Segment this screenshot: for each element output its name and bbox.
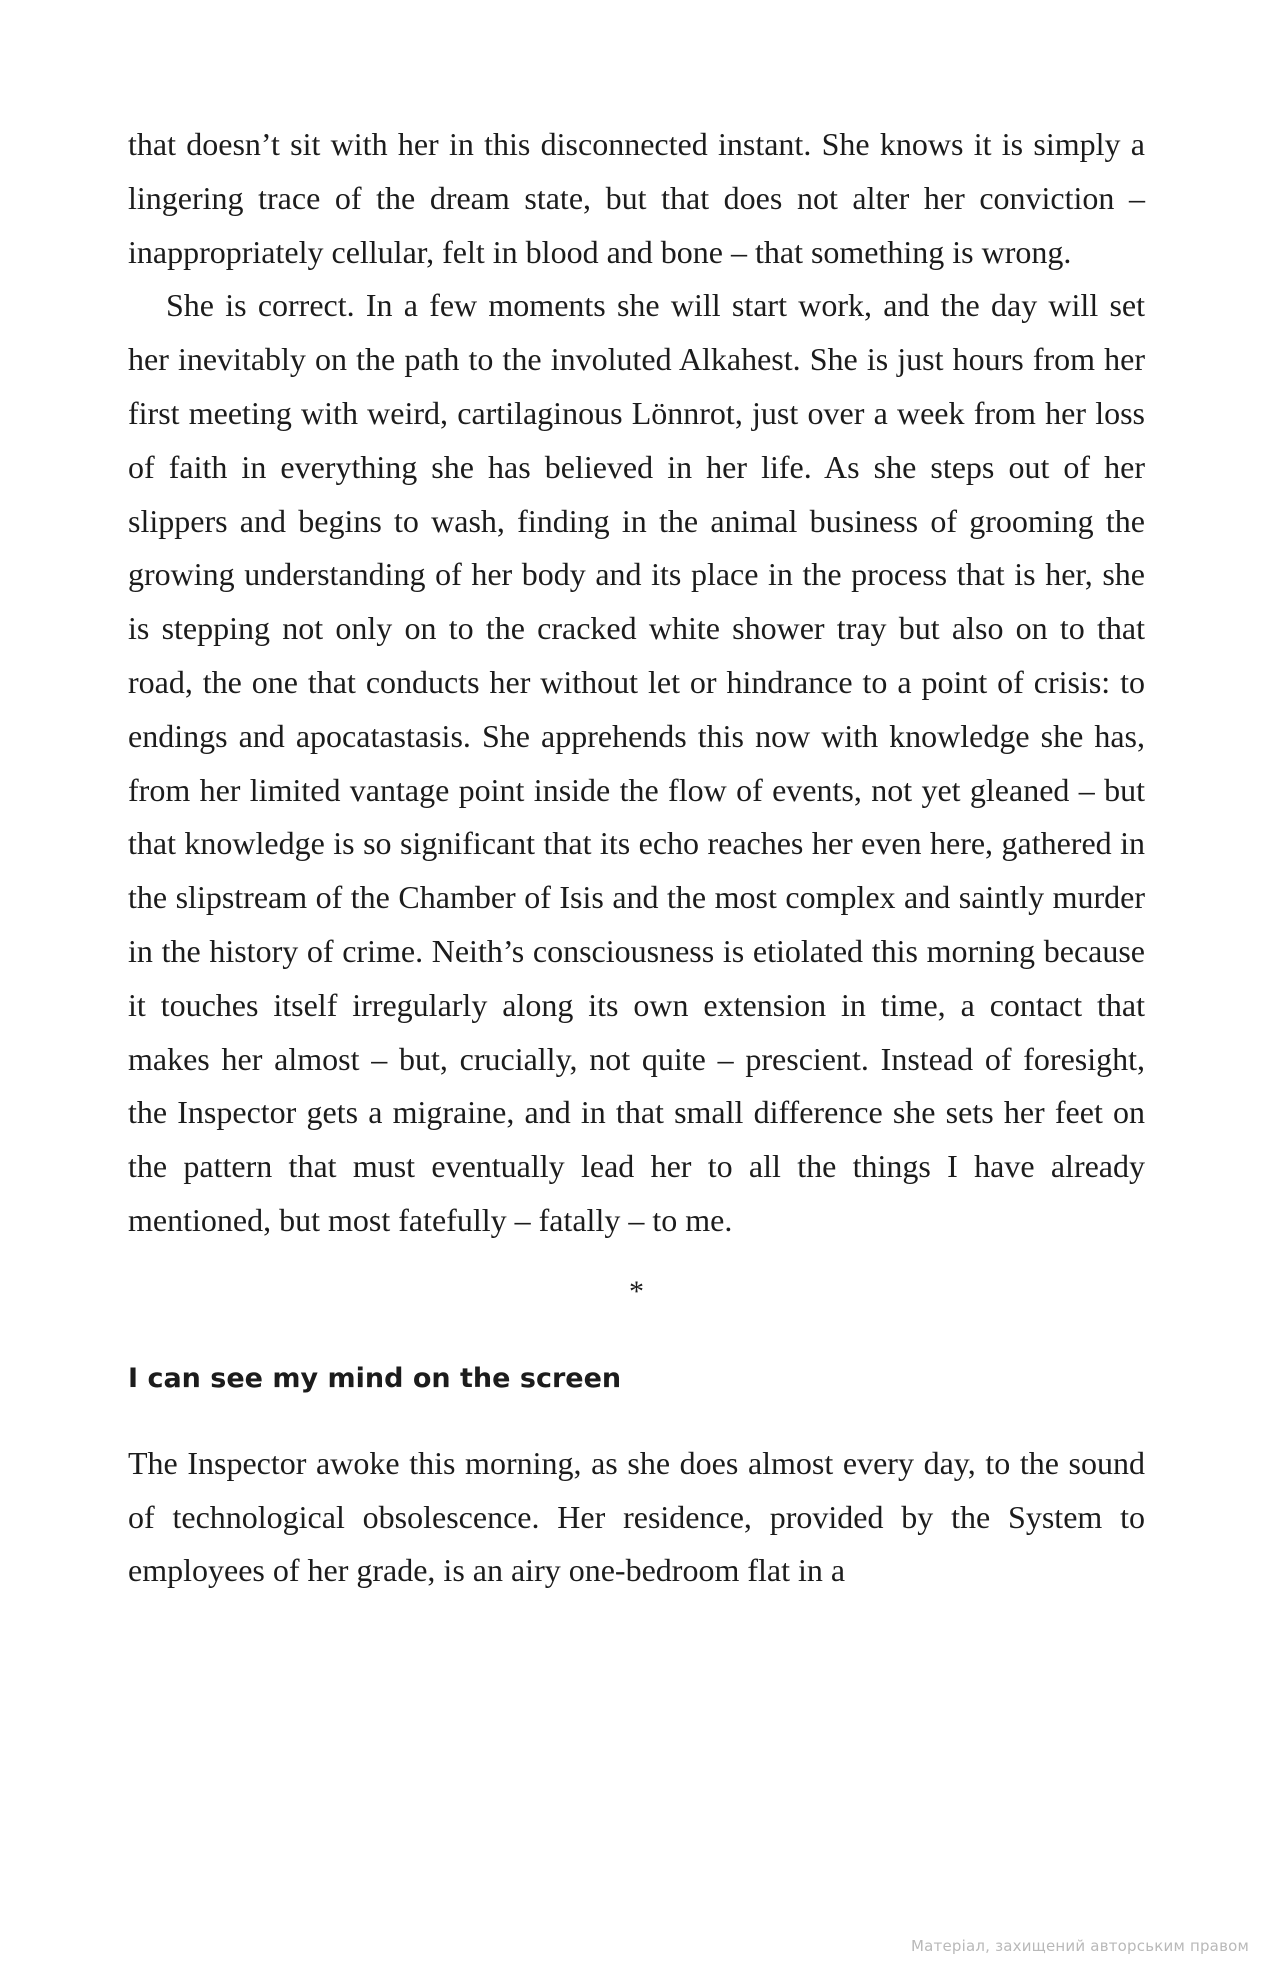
paragraph-continuation: that doesn’t sit with her in this disconnected instant. She knows it is simply a lingering trace of the dream state, but that does not alter her conviction – inappropriately cellular, felt in blood and bone – that something is wrong.	[128, 126, 1145, 270]
paragraph-inspector-awoke: The Inspector awoke this morning, as she does almost every day, to the sound of technological obsolescence. Her residence, provided by the System to employees of her grade, is an airy one-bedroom flat in a	[128, 1444, 1145, 1589]
section-heading: I can see my mind on the screen	[128, 1362, 622, 1394]
copyright-watermark: Матеріал, захищений авторським правом	[910, 1937, 1249, 1955]
book-page-body	[128, 118, 1145, 1598]
section-separator-asterisk: *	[629, 1274, 644, 1308]
paragraph-she-is-correct: She is correct. In a few moments she will start work, and the day will set her inevitably on the path to the involuted Alkahest. She is just hours from her first meeting with weird, cartilaginous Lönnrot, just over a week from her loss of faith in everything she has believed in her life. As she steps out of her slippers and begins to wash, finding in the animal business of grooming the growing understanding of her body and its place in the process that is her, she is stepping not only on to the cracked white shower tray but also on to that road, the one that conducts her without let or hindrance to a point of crisis: to endings and apocatastasis. She apprehends this now with knowledge she has, from her limited vantage point inside the flow of events, not yet gleaned – but that knowledge is so significant that its echo reaches her even here, gathered in the slipstream of the Chamber of Isis and the most complex and saintly murder in the history of crime. Neith’s consciousness is etiolated this morning because it touches itself irregularly along its own extension in time, a contact that makes her almost – but, crucially, not quite – prescient. Instead of foresight, the Inspector gets a migraine, and in that small difference she sets her feet on the pattern that must eventually lead her to all the things I have already mentioned, but most fatefully – fatally – to me.	[128, 287, 1145, 1238]
